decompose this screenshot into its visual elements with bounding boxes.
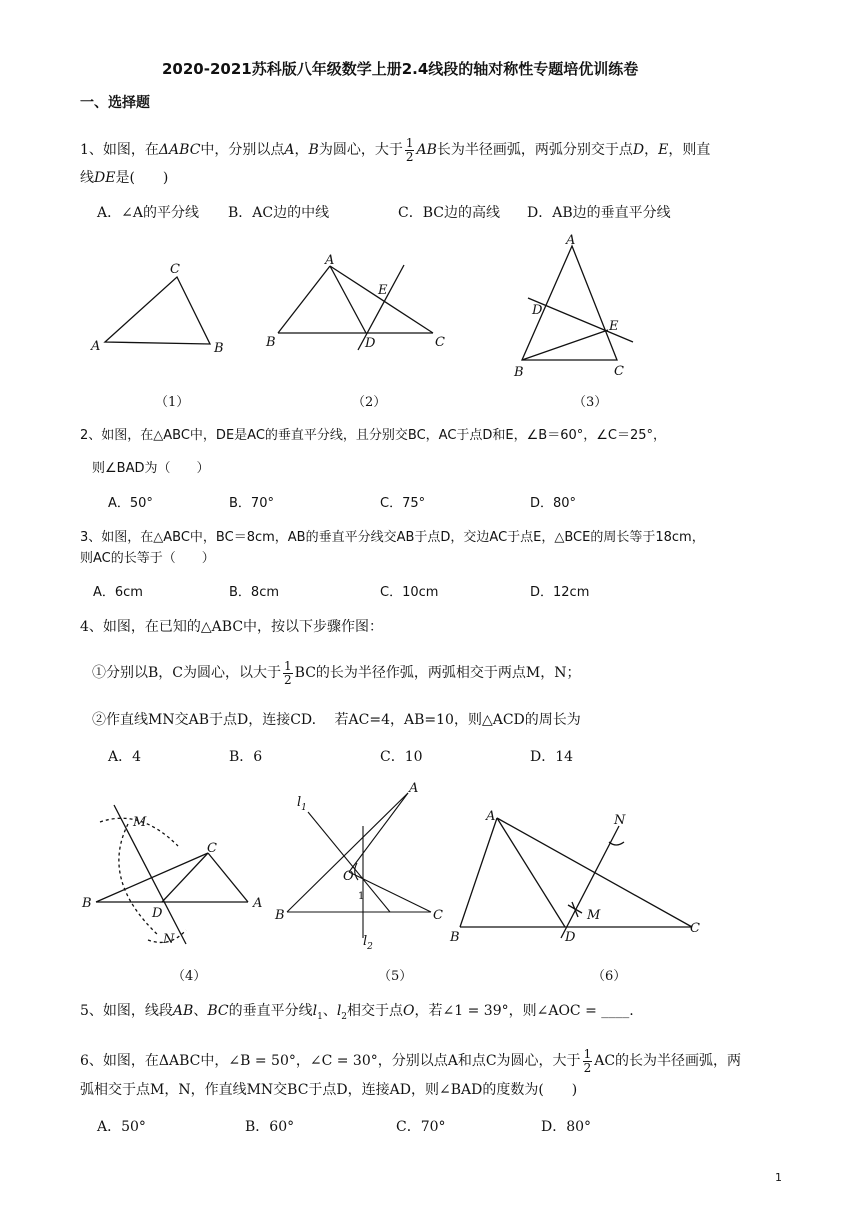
label-b: B [82,896,92,911]
label-c: C [435,335,445,350]
q1-point-a: A [284,142,295,159]
q1-text: 中，分别以点 [200,142,285,159]
numerator: 1 [405,136,414,150]
q1-segment: AB [416,142,437,159]
q2-option-a[interactable]: A．50° [108,496,153,511]
q5-sep: 、 [322,1003,337,1019]
label-b: B [514,365,524,380]
label-b: B [214,341,224,356]
q1-option-c[interactable]: C．BC边的高线 [398,205,500,221]
q4-step1-text: ①分别以B，C为圆心，以大于 [92,665,281,682]
segment-oa [349,793,408,872]
numerator: 1 [583,1047,592,1061]
label-e: E [378,283,388,298]
label-a: A [409,781,419,796]
q5-point-o: O [403,1003,415,1019]
q4-option-c[interactable]: C．10 [380,749,423,765]
figure-4 [96,805,248,944]
label-a: A [325,253,335,268]
q5-segment-ab: AB [172,1003,194,1019]
page-title: 2020-2021苏科版八年级数学上册2.4线段的轴对称性专题培优训练卷 [162,60,639,78]
q1-option-b[interactable]: B．AC边的中线 [228,205,330,221]
q1-text: 是( ) [115,170,169,186]
q3-option-a[interactable]: A．6cm [93,585,143,600]
q4-option-b[interactable]: B．6 [229,749,263,765]
q2-option-d[interactable]: D．80° [530,496,577,511]
section-heading: 一、选择题 [80,95,150,111]
label-d: D [532,303,543,318]
line-mn [114,805,186,944]
label-e: E [609,319,619,334]
q5-line-l1: l [312,1003,318,1019]
q6-text: 6、如图，在ΔABC中，∠B = 50°，∠C = 30°，分别以点A和点C为圆心，大于 [80,1053,581,1070]
arc-mark-m [568,902,582,917]
label-c: C [690,921,700,936]
q1-option-a[interactable]: A．∠A的平分线 [97,205,199,221]
q4-step1-text: BC的长为半径作弧，两弧相交于两点M，N； [294,665,581,682]
question-6-line-1 [80,1048,741,1074]
figure-6 [460,818,692,938]
label-a: A [566,233,576,248]
q1-text: 线 [80,170,94,186]
segment-ca [208,853,248,902]
q5-sep: 、 [193,1003,208,1019]
q4-option-d[interactable]: D．14 [530,749,574,765]
label-d: D [565,930,576,945]
q6-option-c[interactable]: C．70° [396,1119,446,1135]
fraction-half [583,1048,593,1074]
caption-1: （1） [155,395,190,410]
q5-text: 相交于点 [347,1003,404,1019]
q3-option-d[interactable]: D．12cm [530,585,590,600]
label-b: B [450,930,460,945]
question-2-line-1: 2、如图，在△ABC中，DE是AC的垂直平分线，且分别交BC，AC于点D和E，∠B＝60°，∠C＝25°， [80,428,667,443]
label-l2: $l_2$ [363,934,373,952]
label-b: B [275,908,285,923]
question-5 [80,1004,634,1022]
q2-option-c[interactable]: C．75° [380,496,426,511]
caption-6: （6） [592,969,627,984]
label-c: C [170,262,180,277]
label-n: N [163,932,175,947]
label-b: B [266,335,276,350]
label-a: A [91,339,101,354]
q1-comma: ， [644,142,659,159]
label-c: C [207,841,217,856]
line-l1 [308,812,390,912]
segment-ab [460,818,497,927]
q6-option-b[interactable]: B．60° [245,1119,295,1135]
label-a: A [253,896,263,911]
q1-text: 1、如图，在 [80,142,159,159]
label-c: C [433,908,443,923]
question-4-step-2: ②作直线MN交AB于点D，连接CD. 若AC=4，AB=10，则△ACD的周长为 [92,712,581,728]
q5-text: ，若∠1 = 39°，则∠AOC = ____. [414,1003,634,1019]
q1-text: 为圆心，大于 [318,142,403,159]
q1-option-d[interactable]: D．AB边的垂直平分线 [527,205,671,221]
caption-4: （4） [172,969,207,984]
figure-5 [287,793,431,938]
question-3-line-2: 则AC的长等于（ ） [80,551,215,566]
label-d: D [152,906,163,921]
label-l1: $l_1$ [297,795,307,813]
question-6-line-2: 弧相交于点M，N，作直线MN交BC于点D，连接AD，则∠BAD的度数为( ) [80,1082,578,1098]
q5-line-l2: l [336,1003,342,1019]
denominator: 2 [583,1060,592,1075]
q1-triangle: ΔABC [158,142,201,159]
denominator: 2 [284,672,292,687]
caption-5: （5） [378,969,413,984]
q1-line-de: DE [94,170,116,186]
label-o: O [343,869,354,884]
q1-point-d: D [632,142,645,159]
q1-point-b: B [308,142,319,159]
denominator: 2 [405,149,414,164]
segment-ad [497,818,565,927]
page-number: 1 [775,1171,782,1184]
q5-sub-2: 2 [341,1011,348,1022]
q4-option-a[interactable]: A．4 [108,749,142,765]
arc-mark-n [609,842,624,845]
label-d: D [365,336,376,351]
q1-text: ，则直 [668,142,711,159]
q5-sub-1: 1 [317,1011,323,1022]
label-m: M [587,908,601,923]
numerator: 1 [284,659,292,673]
question-2-line-2: 则∠BAD为（ ） [92,461,210,476]
q2-option-b[interactable]: B．70° [229,496,274,511]
q5-segment-bc: BC [207,1003,229,1019]
q6-text: AC的长为半径画弧，两 [594,1053,742,1070]
label-a: A [486,809,496,824]
q1-text: 长为半径画弧，两弧分别交于点 [436,142,633,159]
q3-option-b[interactable]: B．8cm [229,585,280,600]
q5-text: 5、如图，线段 [80,1003,173,1019]
caption-2: （2） [352,395,387,410]
q5-text: 的垂直平分线 [228,1003,313,1019]
question-3-line-1: 3、如图，在△ABC中，BC＝8cm，AB的垂直平分线交AB于点D，交边AC于点E，△BCE的周长等于18cm， [80,530,705,545]
q6-option-a[interactable]: A．50° [97,1119,146,1135]
label-c: C [614,364,624,379]
label-n: N [614,813,626,828]
q1-point-e: E [658,142,669,159]
label-m: M [133,815,147,830]
question-4-line-1: 4、如图，在已知的△ABC中，按以下步骤作图： [80,619,384,635]
segment-dc [162,853,208,902]
q1-comma: ， [294,142,309,159]
caption-3: （3） [573,395,608,410]
q3-option-c[interactable]: C．10cm [380,585,439,600]
label-angle-1: 1 [358,891,365,902]
q6-option-d[interactable]: D．80° [541,1119,592,1135]
